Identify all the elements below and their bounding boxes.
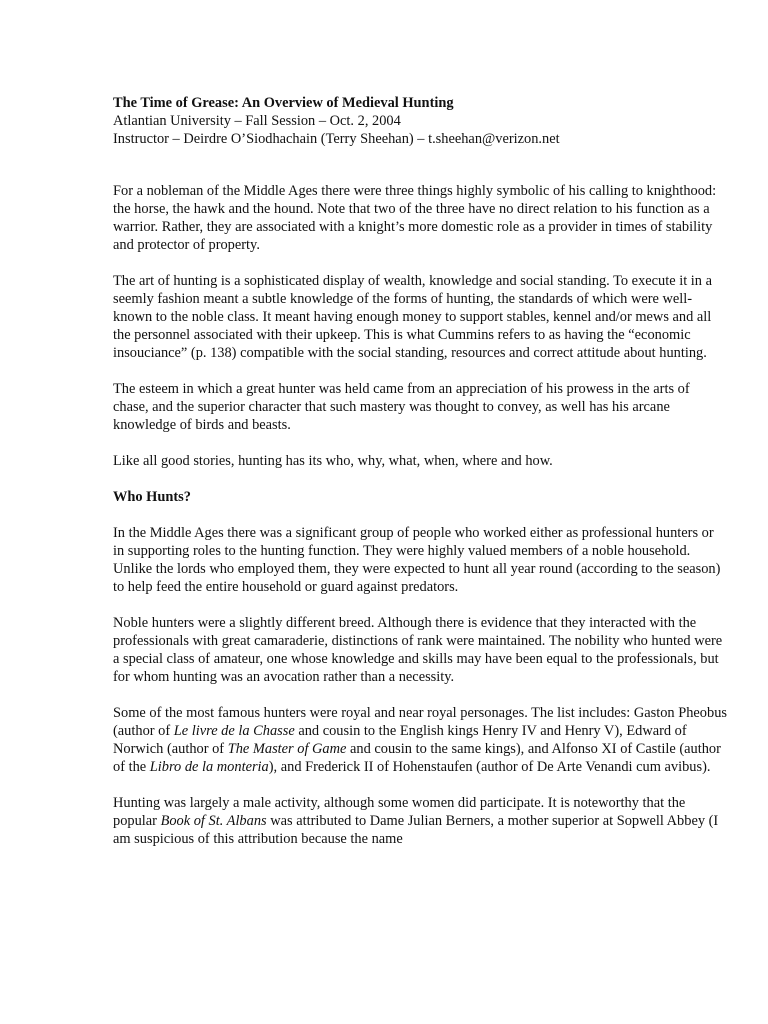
paragraph: For a nobleman of the Middle Ages there were three things highly symbolic of his calling to knighthood: the horse, the hawk and the hound. Note that two of the three have no direct relation to his function as a warrior. Rather, they are associated with a knight’s more domestic role as a provider in times of stability and protector of property. <box>113 183 717 253</box>
paragraph: The esteem in which a great hunter was held came from an appreciation of his prowess in the arts of chase, and the superior character that such mastery was thought to convey, as well has his arcane knowledge of birds and beasts. <box>113 381 690 433</box>
session-line: Atlantian University – Fall Session – Oct. 2, 2004 <box>113 113 401 129</box>
document-body <box>113 182 728 848</box>
text-run: Hunting was largely a male activity, although some women did participate. It is noteworthy that the popular <box>113 795 686 829</box>
paragraph <box>113 794 728 848</box>
text-run: and cousin to the same kings), and Alfonso XI of Castile (author of the <box>113 741 721 775</box>
text-run: was attributed to Dame Julian Berners, a mother superior at Sopwell Abbey (I am suspicious of this attribution because the name <box>113 813 719 847</box>
text-run: Some of the most famous hunters were royal and near royal personages. The list includes: Gaston Pheobus (author of <box>113 705 727 739</box>
paragraph: The art of hunting is a sophisticated display of wealth, knowledge and social standing. To execute it in a seemly fashion meant a subtle knowledge of the forms of hunting, the standards of which were well-known to the noble class. It meant having enough money to support stables, kennel and/or mews and all the personnel associated with their upkeep. This is what Cummins refers to as having the “economic insouciance” (p. 138) compatible with the social standing, resources and correct attitude about hunting. <box>113 273 712 361</box>
document-title: The Time of Grease: An Overview of Medieval Hunting <box>113 95 454 111</box>
paragraph: Noble hunters were a slightly different breed. Although there is evidence that they interacted with the professionals with great camaraderie, distinctions of rank were maintained. The nobility who hunted were a special class of amateur, one whose knowledge and skills may have been equal to the professionals, but for whom hunting was an avocation rather than a necessity. <box>113 615 723 685</box>
text-run: ), and Frederick II of Hohenstaufen (author of De Arte Venandi cum avibus). <box>268 759 711 775</box>
instructor-line: Instructor – Deirdre O’Siodhachain (Terry Sheehan) – t.sheehan@verizon.net <box>113 131 560 147</box>
book-title: Le livre de la Chasse <box>173 723 295 739</box>
book-title: Libro de la monteria <box>149 759 269 775</box>
document-header <box>113 94 728 148</box>
section-heading-who-hunts: Who Hunts? <box>113 489 191 505</box>
book-title: The Master of Game <box>227 741 347 757</box>
paragraph <box>113 704 728 776</box>
paragraph: Like all good stories, hunting has its who, why, what, when, where and how. <box>113 453 553 469</box>
book-title: Book of St. Albans <box>160 813 267 829</box>
text-run: and cousin to the English kings Henry IV and Henry V), Edward of Norwich (author of <box>113 723 687 757</box>
paragraph: In the Middle Ages there was a significant group of people who worked either as professional hunters or in supporting roles to the hunting function. They were highly valued members of a noble household. Unlike the lords who employed them, they were expected to hunt all year round (according to the season) to help feed the entire household or guard against predators. <box>113 525 721 595</box>
